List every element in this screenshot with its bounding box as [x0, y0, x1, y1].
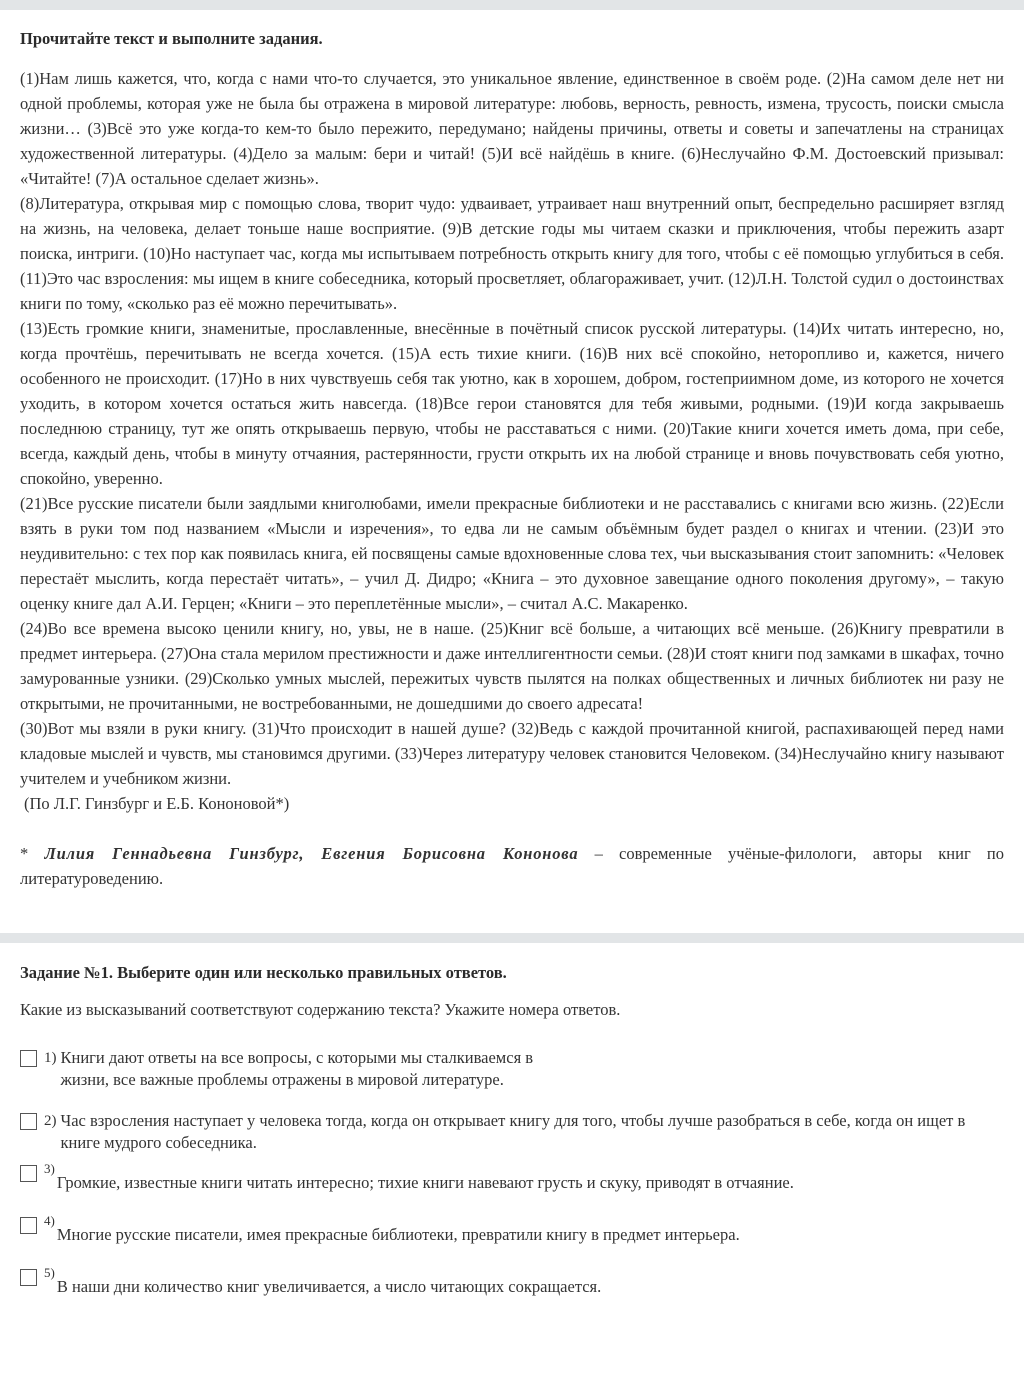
answer-checkbox-3[interactable]	[20, 1165, 37, 1182]
option-number: 4)	[44, 1213, 55, 1228]
option-number: 3)	[44, 1161, 55, 1176]
option-text: Книги дают ответы на все вопросы, с которыми мы сталкиваемся в жизни, все важные проблемы отражены в мировой литературе.	[60, 1048, 534, 1089]
footnote-description: – современные учёные-филологи, авторы книг по литературоведению.	[20, 844, 1004, 888]
answer-option-5[interactable]	[20, 1266, 1004, 1298]
footnote-authors: Лилия Геннадьевна Гинзбург, Евгения Борисовна Кононова	[44, 844, 579, 863]
section-divider	[0, 933, 1024, 943]
answer-option-1[interactable]	[20, 1047, 1004, 1091]
text-paragraph: (8)Литература, открывая мир с помощью слова, творит чудо: удваивает, утраивает наш внутренний опыт, беспредельно расширяет взгляд на жизнь, на человека, делает тоньше наше восприятие. (9)В детские годы мы читаем сказки и приключения, чтобы пережить азарт поиска, интриги. (10)Но наступает час, когда мы испытываем потребность открыть книгу для того, чтобы с её помощью углубиться в себя. (11)Это час взросления: мы ищем в книге собеседника, который просветляет, облагораживает, учит. (12)Л.Н. Толстой судил о достоинствах книги по тому, «сколько раз её можно перечитывать».	[20, 194, 1004, 313]
footnote-marker: *	[20, 844, 29, 863]
text-paragraph: (1)Нам лишь кажется, что, когда с нами что-то случается, это уникальное явление, единственное в своём роде. (2)На самом деле нет ни одной проблемы, которая уже не была бы отражена в мировой литературе: любовь, верность, ревность, измена, трусость, поиски смысла жизни… (3)Всё это уже когда-то кем-то было пережито, передумано; найдены причины, ответы и советы и запечатлены на страницах художественной литературы. (4)Дело за малым: бери и читай! (5)И всё найдёшь в книге. (6)Неслучайно Ф.М. Достоевский призывал: «Читайте! (7)А остальное сделает жизнь».	[20, 69, 1004, 188]
answer-options	[20, 1047, 1004, 1298]
option-text: Громкие, известные книги читать интересно; тихие книги навевают грусть и скуку, приводят в отчаяние.	[56, 1173, 794, 1192]
instruction-heading: Прочитайте текст и выполните задания.	[20, 29, 323, 48]
option-number: 1)	[44, 1050, 57, 1066]
answer-checkbox-4[interactable]	[20, 1217, 37, 1234]
text-source: (По Л.Г. Гинзбург и Е.Б. Кононовой*)	[24, 794, 290, 813]
option-text: Многие русские писатели, имея прекрасные библиотеки, превратили книгу в предмет интерьера.	[56, 1225, 740, 1244]
task-question: Какие из высказываний соответствуют содержанию текста? Укажите номера ответов.	[20, 1000, 621, 1019]
text-paragraph: (24)Во все времена высоко ценили книгу, но, увы, не в наше. (25)Книг всё больше, а читающих всё меньше. (26)Книгу превратили в предмет интерьера. (27)Она стала мерилом престижности и даже интеллигентности семьи. (28)И стоят книги под замками в шкафах, точно замурованные узники. (29)Сколько умных мыслей, пережитых чувств пылятся на полках общественных и личных библиотек ни разу не открытыми, не прочитанными, не востребованными, не дошедшими до своего адресата!	[20, 619, 1004, 713]
answer-checkbox-2[interactable]	[20, 1113, 37, 1130]
task-title: Задание №1. Выберите один или несколько правильных ответов.	[20, 963, 507, 982]
answer-option-4[interactable]	[20, 1214, 1004, 1246]
top-bar	[0, 0, 1024, 10]
option-number: 2)	[44, 1113, 57, 1129]
answer-option-3[interactable]	[20, 1162, 1004, 1194]
option-text: Час взросления наступает у человека тогда, когда он открывает книгу для того, чтобы лучше разобраться в себе, когда он ищет в книге мудрого собеседника.	[60, 1111, 966, 1152]
answer-option-2[interactable]	[20, 1110, 1004, 1154]
text-paragraph: (21)Все русские писатели были заядлыми книголюбами, имели прекрасные библиотеки и не расставались с книгами всю жизнь. (22)Если взять в руки том под названием «Мысли и изречения», то едва ли не самым объёмным будет раздел о книгах и чтении. (23)И это неудивительно: с тех пор как появилась книга, ей посвящены самые вдохновенные слова тех, чьи высказывания стоит запомнить: «Человек перестаёт мыслить, когда перестаёт читать», – учил Д. Дидро; «Книга – это духовное завещание одного поколения другому», – такую оценку книге дал А.И. Герцен; «Книги – это переплетённые мысли», – считал А.С. Макаренко.	[20, 494, 1004, 613]
task-section	[0, 943, 1024, 1298]
footnote	[20, 841, 1004, 891]
reading-text	[20, 66, 1004, 816]
answer-checkbox-5[interactable]	[20, 1269, 37, 1286]
text-paragraph: (13)Есть громкие книги, знаменитые, прославленные, внесённые в почётный список русской литературы. (14)Их читать интересно, но, когда прочтёшь, перечитывать не всегда хочется. (15)А есть тихие книги. (16)В них всё спокойно, неторопливо и, кажется, ничего особенного не происходит. (17)Но в них чувствуешь себя так уютно, как в хорошем, добром, гостеприимном доме, из которого не хочется уходить, в котором хочется остаться жить навсегда. (18)Все герои становятся для тебя живыми, родными. (19)И когда закрываешь последнюю страницу, тут же опять открываешь первую, чтобы не расставаться с ними. (20)Такие книги хочется иметь дома, при себе, всегда, каждый день, чтобы в минуту отчаяния, растерянности, грусти открыть их на любой странице и вновь почувствовать себя уютно, спокойно, уверенно.	[20, 319, 1004, 488]
reading-section	[0, 10, 1024, 891]
text-paragraph: (30)Вот мы взяли в руки книгу. (31)Что происходит в нашей душе? (32)Ведь с каждой прочитанной книгой, распахивающей перед нами кладовые мыслей и чувств, мы становимся другими. (33)Через литературу человек становится Человеком. (34)Неслучайно книгу называют учителем и учебником жизни.	[20, 719, 1004, 788]
option-number: 5)	[44, 1265, 55, 1280]
option-text: В наши дни количество книг увеличивается, а число читающих сокращается.	[56, 1277, 602, 1296]
answer-checkbox-1[interactable]	[20, 1050, 37, 1067]
